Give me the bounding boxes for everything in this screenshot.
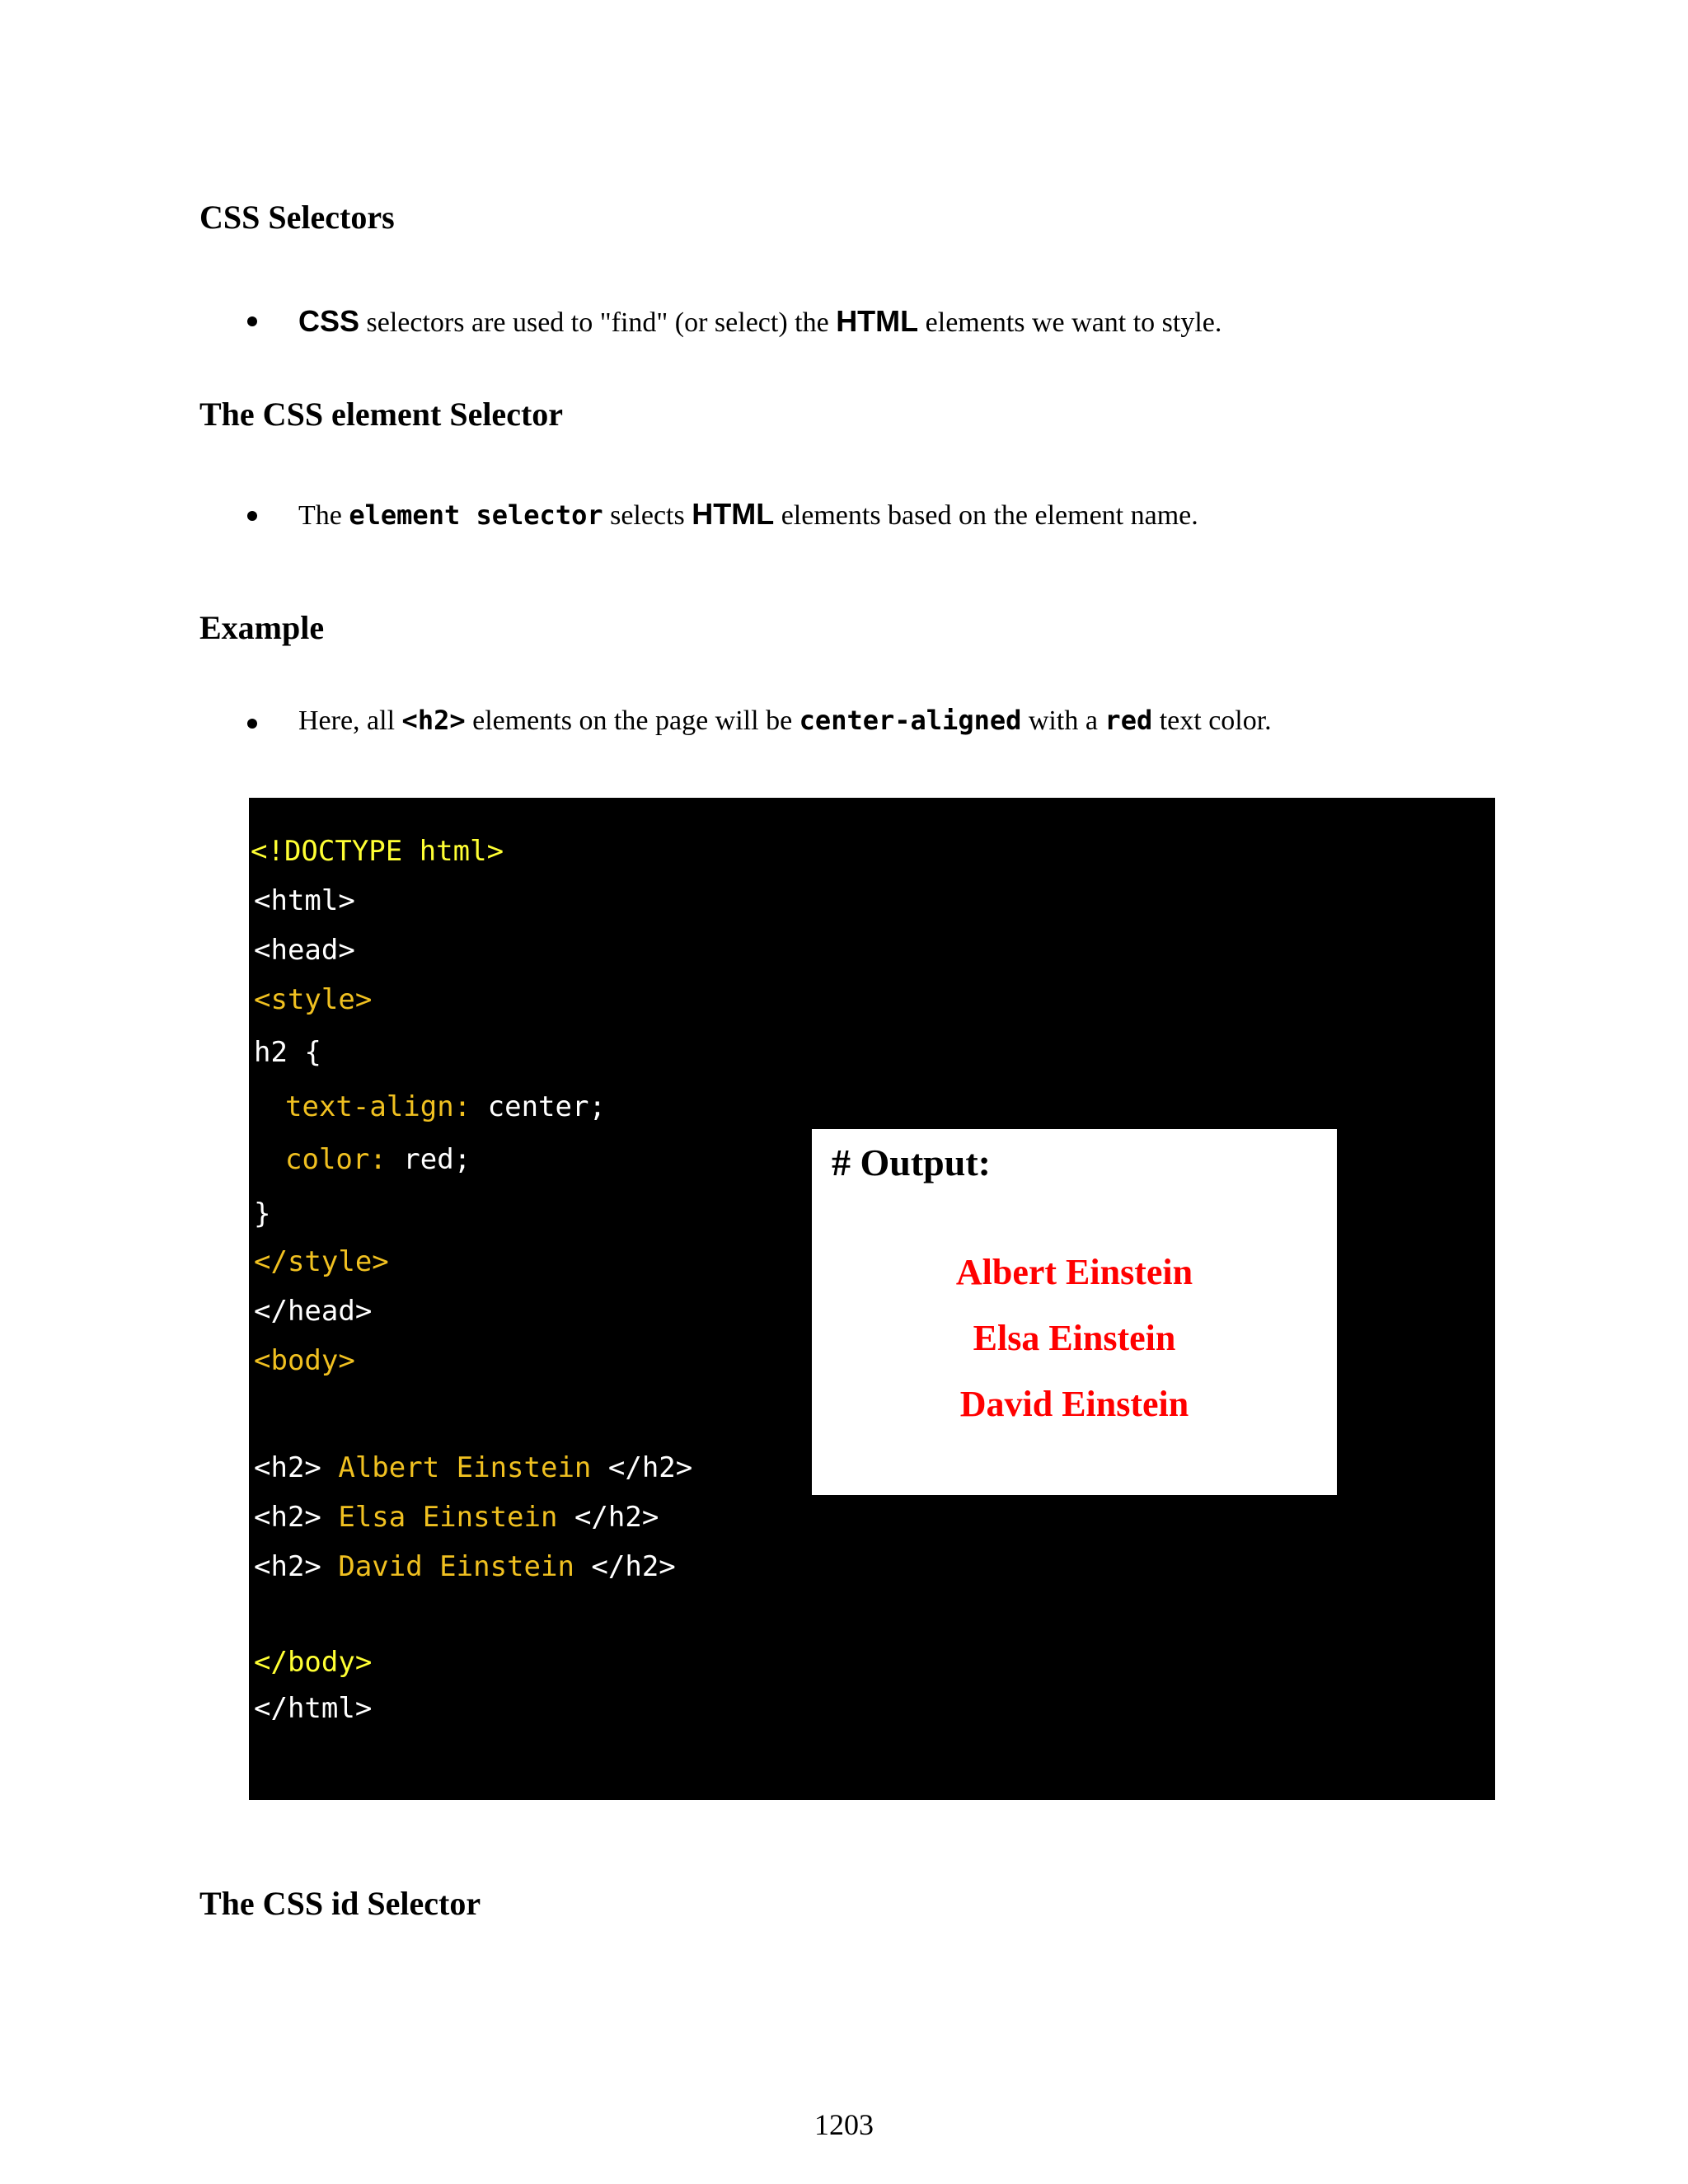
code-red: red: [1104, 705, 1153, 736]
code-line-body-open: <body>: [254, 1344, 355, 1377]
output-name-1: Albert Einstein: [955, 1252, 1193, 1292]
tag-open: <h2>: [254, 1501, 339, 1534]
css-value: center;: [471, 1090, 606, 1123]
css-property: color:: [285, 1143, 387, 1176]
code-line-h2-3: [254, 1550, 676, 1583]
paragraph-css-selectors: [298, 304, 1222, 338]
code-line-color: [285, 1143, 471, 1176]
heading-element-selector: The CSS element Selector: [199, 396, 564, 433]
text: selects: [603, 500, 692, 531]
text: Here, all: [298, 705, 402, 736]
term-html: HTML: [692, 497, 775, 531]
paragraph-example: [298, 707, 1272, 735]
code-line-rule-open: h2 {: [254, 1036, 321, 1069]
output-name-2: Elsa Einstein: [973, 1318, 1176, 1358]
text: with a: [1021, 705, 1105, 736]
heading-example: Example: [199, 609, 325, 646]
term-html: HTML: [836, 304, 919, 338]
h2-content: Albert Einstein: [338, 1451, 592, 1484]
tag-close: </h2>: [574, 1550, 676, 1583]
code-line-doctype: <!DOCTYPE html>: [251, 835, 504, 868]
output-box: [812, 1129, 1337, 1495]
tag-close: </h2>: [557, 1501, 659, 1534]
code-line-html-open: <html>: [254, 884, 355, 917]
code-line-style-close: </style>: [254, 1245, 389, 1278]
code-line-head-open: <head>: [254, 934, 355, 967]
text: elements we want to style.: [918, 307, 1222, 338]
text: elements based on the element name.: [774, 500, 1198, 531]
term-css: CSS: [298, 304, 360, 338]
tag-open: <h2>: [254, 1550, 339, 1583]
code-line-html-close: </html>: [254, 1692, 373, 1725]
heading-css-selectors: CSS Selectors: [199, 199, 395, 236]
code-line-body-close: </body>: [254, 1646, 373, 1679]
code-line-rule-close: }: [254, 1197, 271, 1230]
heading-id-selector: The CSS id Selector: [199, 1885, 481, 1922]
text: elements on the page will be: [465, 705, 799, 736]
code-h2: <h2>: [401, 705, 466, 736]
css-property: text-align:: [285, 1090, 471, 1123]
code-line-h2-2: [254, 1501, 659, 1534]
text: The: [298, 500, 349, 531]
tag-close: </h2>: [591, 1451, 693, 1484]
code-line-style-open: <style>: [254, 983, 373, 1016]
h2-content: Elsa Einstein: [338, 1501, 558, 1534]
paragraph-element-selector: [298, 499, 1198, 530]
h2-content: David Einstein: [338, 1550, 574, 1583]
code-line-head-close: </head>: [254, 1295, 373, 1328]
text: selectors are used to "find" (or select) the: [359, 307, 837, 338]
text: text color.: [1152, 705, 1272, 736]
page-number: 1203: [814, 2108, 874, 2141]
output-name-3: David Einstein: [959, 1384, 1189, 1424]
code-line-h2-1: [254, 1451, 693, 1484]
code-element-selector: element selector: [349, 499, 603, 531]
bullet-icon: [247, 506, 264, 523]
tag-open: <h2>: [254, 1451, 339, 1484]
bullet-icon: [247, 714, 264, 730]
code-line-text-align: [285, 1090, 606, 1123]
output-title: # Output:: [832, 1141, 991, 1183]
bullet-icon: [247, 312, 264, 328]
code-center-aligned: center-aligned: [799, 705, 1022, 736]
css-value: red;: [386, 1143, 471, 1176]
